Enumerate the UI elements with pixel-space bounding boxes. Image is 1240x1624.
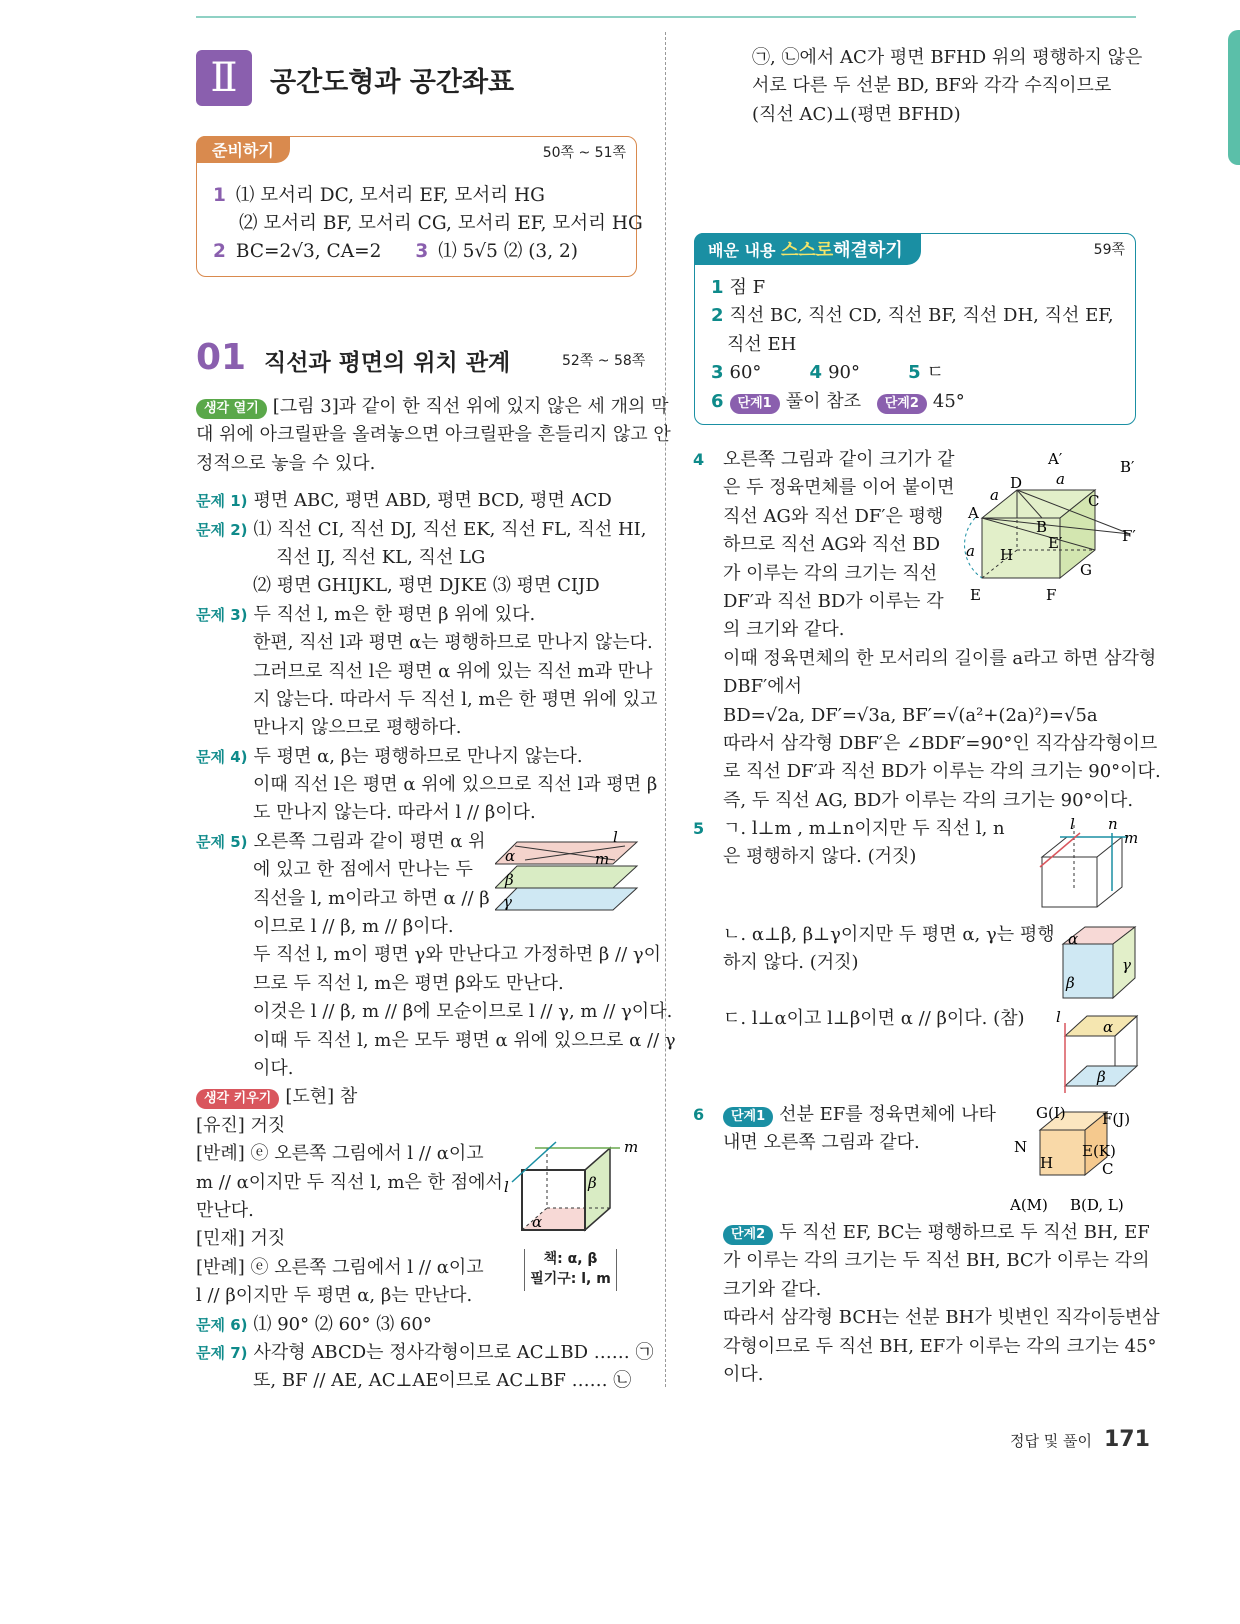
text-line (196, 941, 662, 969)
self-solve-box (694, 233, 1136, 425)
text-line: 내면 오른쪽 그림과 같다. (723, 1132, 920, 1154)
line-text: DF′과 직선 BD가 이루는 각 (723, 590, 944, 612)
fig-label: B′ (1120, 458, 1135, 476)
fig-label: α (532, 1213, 543, 1231)
line-text: 의 크기와 같다. (723, 619, 845, 641)
answer-num: 5 (908, 362, 921, 384)
label-part: 배운 내용 (708, 241, 776, 260)
text-line (723, 787, 1138, 815)
line-text: ⑵ 평면 GHIJKL, 평면 DJKE ⑶ 평면 CIJD (253, 575, 600, 597)
answer-text: 직선 BC, 직선 CD, 직선 BF, 직선 DH, 직선 EF, (729, 305, 1114, 327)
figure-caption (524, 1249, 617, 1291)
text-line (196, 1027, 676, 1055)
line-text: 도 만나지 않는다. 따라서 l // β이다. (253, 802, 536, 824)
fig-label: C (1102, 1160, 1114, 1178)
section-badge: 생각 키우기 (196, 1089, 279, 1109)
footer-label: 정답 및 풀이 (1010, 1432, 1092, 1450)
line-text: 한편, 직선 l과 평면 α는 평행하므로 만나지 않는다. (253, 632, 653, 654)
double-cube-figure (960, 448, 1140, 608)
line-text: 이때 두 직선 l, m은 모두 평면 α 위에 있으므로 α // γ (253, 1029, 676, 1051)
answer-text: ⑴ 모서리 DC, 모서리 EF, 모서리 HG (235, 185, 545, 206)
line-text: [유진] 거짓 (196, 1114, 286, 1136)
line-text: 즉, 두 직선 AG, BD가 이루는 각의 크기는 90°이다. (723, 789, 1134, 811)
line-text: 오른쪽 그림과 같이 크기가 같 (723, 449, 955, 470)
text-line (196, 1311, 641, 1339)
chapter-number: Ⅱ (196, 50, 252, 106)
answer-text: 45° (932, 390, 965, 412)
text-line: 두 직선 EF, BC는 평행하므로 두 직선 BH, EF (779, 1222, 1150, 1243)
column-divider (665, 32, 666, 1387)
perpendicular-planes-figure (1058, 922, 1143, 1004)
fig-label: A′ (1048, 450, 1063, 468)
answer-text: 직선 EH (727, 333, 797, 355)
line-text: 사각형 ABCD는 정사각형이므로 AC⊥BD …… ㉠ (253, 1341, 654, 1363)
fig-label: β (588, 1174, 597, 1192)
fig-label: γ (503, 893, 512, 911)
line-text: 이다. (253, 1057, 294, 1079)
step-badge: 단계1 (723, 1107, 773, 1127)
text-line: ㄴ. α⊥β, β⊥γ이지만 두 평면 α, γ는 평행 (723, 924, 1055, 945)
page-footer (1010, 1427, 1150, 1452)
problem-number: 6 (693, 1105, 705, 1124)
problem-label: 문제 3) (196, 605, 248, 624)
fig-label: β (505, 871, 514, 889)
fig-label: E(K) (1082, 1142, 1116, 1160)
prep-box (196, 136, 643, 277)
line-text: 또, BF // AE, AC⊥AE이므로 AC⊥BF …… ㉡ (253, 1370, 632, 1392)
answer-num: 2 (711, 305, 724, 327)
text-line: (직선 AC)⊥(평면 BFHD) (752, 103, 961, 125)
self-pages: 59쪽 (1093, 242, 1125, 258)
answer-text: 풀이 참조 (785, 390, 861, 412)
caption-line: 책: α, β (543, 1251, 598, 1267)
line-text: 두 평면 α, β는 평행하므로 만나지 않는다. (253, 745, 583, 767)
line-text: 두 직선 l, m이 평면 γ와 만난다고 가정하면 β // γ이 (253, 944, 662, 966)
text-line (196, 487, 641, 515)
line-text: 만난다. (196, 1199, 254, 1221)
cube-ef-figure (1010, 1100, 1140, 1218)
fig-label: m (595, 850, 610, 868)
problem-label: 문제 7) (196, 1343, 248, 1362)
parallel-planes-cube-figure (1055, 1008, 1143, 1093)
text-line (723, 616, 1138, 644)
fig-label: a (966, 542, 975, 560)
line-text: BD=√2a, DF′=√3a, BF′=√(a²+(2a)²)=√5a (723, 704, 1098, 726)
line-text: 이때 직선 l은 평면 α 위에 있으므로 직선 l과 평면 β (253, 774, 658, 796)
line-text: 대 위에 아크릴판을 올려놓으면 아크릴판을 흔들리지 않고 안 (196, 424, 671, 446)
chapter-side-tab (1228, 30, 1240, 165)
fig-label: l (613, 828, 618, 846)
perpendicular-lines-figure (1030, 815, 1140, 915)
answer-num: 2 (213, 241, 226, 262)
fig-label: l (504, 1178, 509, 1196)
prep-pages: 50쪽 ~ 51쪽 (542, 145, 626, 161)
line-text: 직선 AG와 직선 DF′은 평행 (723, 505, 944, 527)
problem-label: 문제 2) (196, 520, 248, 539)
text-line: 서로 다른 두 선분 BD, BF와 각각 수직이므로 (752, 75, 1112, 97)
answer-text: ⑵ 모서리 BF, 모서리 CG, 모서리 EF, 모서리 HG (239, 213, 643, 234)
text-line (196, 450, 641, 478)
text-line (723, 702, 1138, 730)
text-line (723, 730, 1158, 758)
text-line: 따라서 삼각형 BCH는 선분 BH가 빗변인 직각이등변삼 (723, 1307, 1160, 1329)
text-line (196, 1055, 641, 1083)
answer-num: 1 (711, 277, 724, 298)
line-text: 오른쪽 그림과 같이 평면 α 위 (253, 830, 486, 852)
page-number: 171 (1104, 1427, 1150, 1452)
fig-label: H (1000, 546, 1014, 564)
step-badge: 단계2 (723, 1225, 773, 1245)
text-line (196, 970, 641, 998)
text-line (196, 743, 641, 771)
line-text: [도현] 참 (285, 1086, 358, 1108)
line-text: 가 이루는 각의 크기는 직선 (723, 562, 938, 584)
fig-label: A(M) (1010, 1196, 1048, 1214)
fig-label: l (1056, 1008, 1061, 1026)
problem-number: 5 (693, 819, 705, 839)
text-line (723, 645, 1157, 673)
text-line (196, 516, 647, 544)
line-text: 이므로 l // β, m // β이다. (253, 916, 454, 938)
line-text: [반례] ⓔ 오른쪽 그림에서 l // α이고 (196, 1256, 484, 1278)
problem-number: 4 (693, 450, 705, 469)
fig-label: G (1080, 561, 1092, 579)
fig-label: C (1088, 492, 1100, 510)
section-badge: 생각 열기 (196, 399, 267, 419)
text-line (196, 1083, 641, 1111)
chapter-title: 공간도형과 공간좌표 (270, 67, 515, 98)
fig-label: a (1056, 470, 1065, 488)
parallel-planes-figure (495, 828, 640, 913)
line-text: ⑴ 직선 CI, 직선 DJ, 직선 EK, 직선 FL, 직선 HI, (253, 518, 647, 540)
answer-text: BC=2√3, CA=2 (235, 241, 382, 262)
text-line (196, 544, 641, 572)
answer-text: 점 F (729, 277, 766, 298)
text-line: 하지 않다. (거짓) (723, 952, 859, 974)
line-text: 은 평행하지 않다. (거짓) (723, 846, 917, 868)
label-part: 스스로 (780, 240, 834, 261)
answer-text: 60° (729, 362, 762, 384)
fig-label: α (1103, 1018, 1114, 1036)
answer-text: ㄷ (926, 362, 944, 384)
line-text: 은 두 정육면체를 이어 붙이면 (723, 477, 955, 499)
text-line: 가 이루는 각의 크기는 두 직선 BH, BC가 이루는 각의 (723, 1250, 1150, 1272)
text-line (196, 601, 641, 629)
fig-label: α (505, 847, 516, 865)
text-line (196, 1339, 654, 1367)
text-line (196, 658, 653, 686)
answer-num: 3 (415, 241, 429, 262)
text-line (723, 673, 1138, 701)
self-solve-label (694, 233, 921, 265)
text-line (196, 572, 641, 600)
text-line (196, 393, 669, 421)
fig-label: β (1097, 1068, 1106, 1086)
line-text: [민재] 거짓 (196, 1228, 286, 1250)
caption-line: 필기구: l, m (530, 1271, 611, 1287)
problem-label: 문제 4) (196, 747, 248, 766)
line-text: 므로 두 직선 l, m은 평면 β와도 만난다. (253, 972, 564, 994)
fig-label: B (1036, 518, 1048, 536)
line-text: DBF′에서 (723, 676, 803, 698)
fig-label: E′ (1048, 534, 1063, 552)
line-text: 평면 ABC, 평면 ABD, 평면 BCD, 평면 ACD (253, 490, 612, 512)
fig-label: E (970, 586, 981, 604)
section-title: 직선과 평면의 위치 관계 (264, 350, 511, 376)
text-line (196, 714, 641, 742)
problem-label: 문제 5) (196, 832, 248, 851)
line-text: 이때 정육면체의 한 모서리의 길이를 a라고 하면 삼각형 (723, 647, 1157, 669)
text-line (196, 771, 658, 799)
line-text: 따라서 삼각형 DBF′은 ∠BDF′=90°인 직각삼각형이므 (723, 732, 1158, 754)
line-text: m // α이지만 두 직선 l, m은 한 점에서 (196, 1171, 503, 1193)
fig-label: D (1010, 474, 1023, 492)
fig-label: F(J) (1102, 1110, 1131, 1128)
answer-num: 4 (809, 362, 823, 384)
text-line (196, 913, 641, 941)
text-line (196, 421, 671, 449)
section-number: 01 (196, 337, 247, 378)
text-line (196, 629, 653, 657)
fig-label: B(D, L) (1070, 1196, 1124, 1214)
answer-num: 3 (711, 362, 724, 384)
step-badge: 단계2 (877, 394, 927, 414)
answer-text: ⑴ 5√5 ⑵ (3, 2) (438, 241, 578, 262)
fig-label: a (990, 486, 999, 504)
line-text: ㄱ. l⊥m , m⊥n이지만 두 직선 l, n (723, 818, 1005, 840)
problem-label: 문제 6) (196, 1315, 248, 1334)
answer-num: 1 (213, 185, 226, 206)
line-text: 에 있고 한 점에서 만나는 두 (253, 859, 473, 881)
step-badge: 단계1 (730, 394, 780, 414)
fig-label: n (1108, 815, 1118, 833)
text-line (196, 799, 641, 827)
line-text: [그림 3]과 같이 한 직선 위에 있지 않은 세 개의 막 (272, 396, 669, 417)
fig-label: H (1040, 1154, 1054, 1172)
fig-label: F′ (1122, 527, 1136, 545)
text-line: ㄷ. l⊥α이고 l⊥β이면 α // β이다. (참) (723, 1008, 1025, 1029)
line-text: l // β이지만 두 평면 α, β는 만난다. (196, 1285, 473, 1307)
fig-label: A (968, 504, 979, 522)
text-line (196, 1367, 641, 1395)
line-text: 이것은 l // β, m // β에 모순이므로 l // γ, m // γ이다. (253, 1001, 673, 1023)
text-line: 선분 EF를 정육면체에 나타 (779, 1104, 996, 1125)
line-text: 두 직선 l, m은 한 평면 β 위에 있다. (253, 603, 536, 625)
text-line: 이다. (723, 1363, 764, 1385)
fig-label: N (1014, 1138, 1028, 1156)
line-text: 만나지 않으므로 평행하다. (253, 717, 462, 739)
fig-label: β (1066, 974, 1075, 992)
counterexample-cube-figure (500, 1130, 642, 1245)
fig-label: m (624, 1138, 639, 1156)
prep-label: 준비하기 (196, 136, 290, 163)
fig-label: G(I) (1036, 1104, 1066, 1122)
line-text: 정적으로 놓을 수 있다. (196, 452, 376, 474)
text-line (196, 686, 658, 714)
fig-label: l (1070, 815, 1075, 833)
line-text: ⑴ 90° ⑵ 60° ⑶ 60° (253, 1313, 432, 1335)
text-line: 각형이므로 두 직선 BH, EF가 이루는 각의 크기는 45° (723, 1335, 1157, 1357)
text-line (196, 998, 673, 1026)
fig-label: γ (1122, 956, 1131, 974)
section-pages: 52쪽 ~ 58쪽 (562, 353, 646, 369)
fig-label: F (1046, 586, 1057, 604)
line-text: 그러므로 직선 l은 평면 α 위에 있는 직선 m과 만나 (253, 660, 653, 682)
line-text: 직선을 l, m이라고 하면 α // β (253, 887, 490, 909)
line-text: 직선 IJ, 직선 KL, 직선 LG (276, 546, 486, 568)
label-part: 해결하기 (833, 240, 903, 261)
line-text: 하므로 직선 AG와 직선 BD (723, 534, 941, 556)
line-text: [반례] ⓔ 오른쪽 그림에서 l // α이고 (196, 1143, 484, 1165)
line-text: 로 직선 DF′과 직선 BD가 이루는 각의 크기는 90°이다. (723, 761, 1161, 783)
header-rule (196, 16, 1136, 18)
text-line: ㉠, ㉡에서 AC가 평면 BFHD 위의 평행하지 않은 (752, 47, 1143, 68)
line-text: 지 않는다. 따라서 두 직선 l, m은 한 평면 위에 있고 (253, 688, 658, 710)
fig-label: m (1124, 829, 1139, 847)
text-line: 크기와 같다. (723, 1278, 822, 1300)
answer-text: 90° (828, 362, 860, 384)
fig-label: α (1068, 930, 1079, 948)
answer-num: 6 (711, 390, 724, 412)
problem-label: 문제 1) (196, 492, 248, 511)
text-line (723, 758, 1161, 786)
